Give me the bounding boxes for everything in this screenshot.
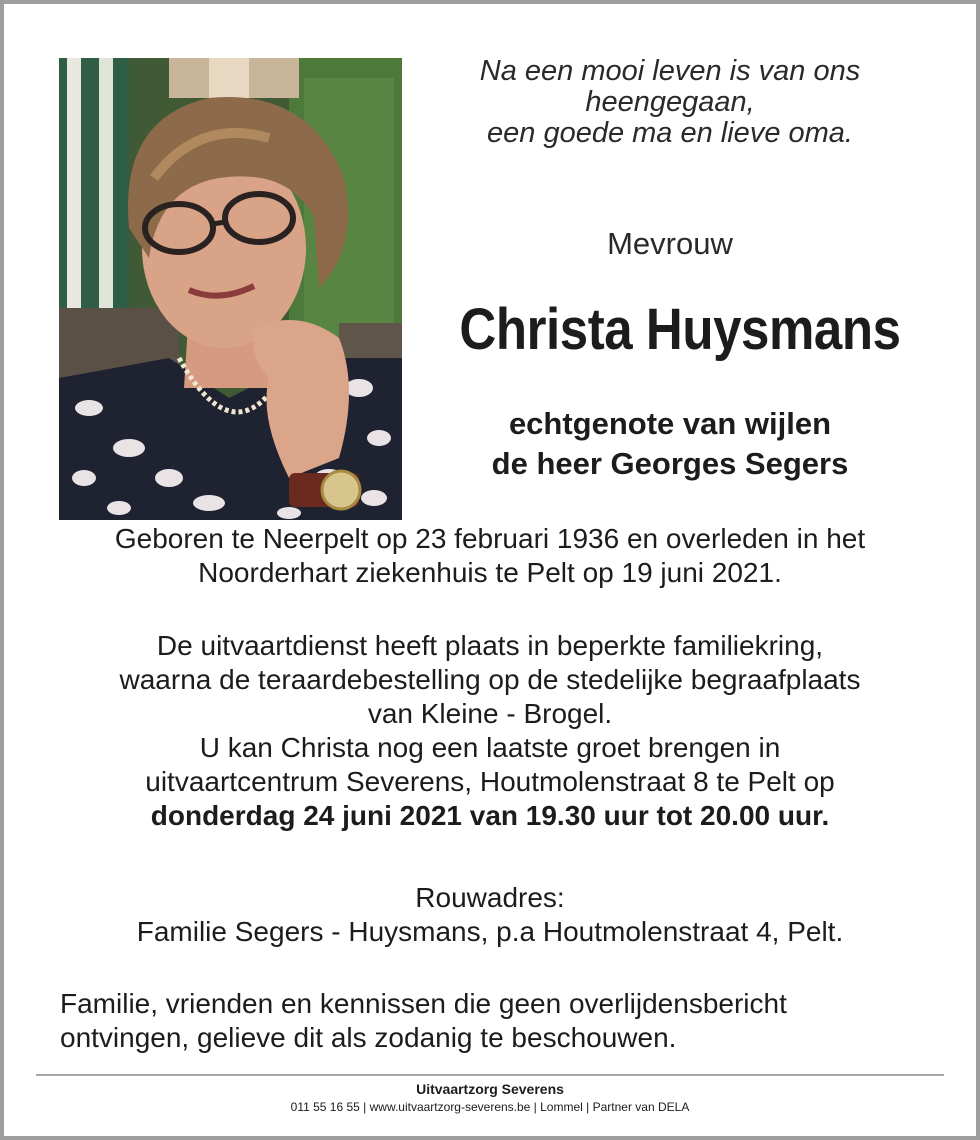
text-line: van Kleine - Brogel. bbox=[367, 698, 613, 729]
footer-divider bbox=[36, 1074, 944, 1076]
spouse-line: echtgenote van wijlen bbox=[508, 406, 832, 441]
text-line: ontvingen, gelieve dit als zodanig te beschouwen. bbox=[60, 1022, 677, 1053]
intro-verse bbox=[440, 56, 900, 149]
intro-line: Na een mooi leven is van ons bbox=[479, 55, 861, 87]
footer-details: 011 55 16 55 | www.uitvaartzorg-severens.be | Lommel | Partner van DELA bbox=[290, 1100, 690, 1114]
service-paragraph bbox=[40, 629, 940, 833]
mourning-address bbox=[40, 881, 940, 949]
text-line: De uitvaartdienst heeft plaats in beperkte familiekring, bbox=[156, 630, 824, 661]
intro-line: heengegaan, bbox=[585, 86, 755, 118]
footer-company: Uitvaartzorg Severens bbox=[416, 1081, 564, 1097]
visit-time: donderdag 24 juni 2021 van 19.30 uur tot 20.00 uur. bbox=[150, 800, 830, 831]
notice-paragraph bbox=[60, 987, 920, 1055]
address-text: Familie Segers - Huysmans, p.a Houtmolenstraat 4, Pelt. bbox=[136, 916, 844, 947]
birth-death-paragraph bbox=[40, 522, 940, 590]
text-line: Geboren te Neerpelt op 23 februari 1936 en overleden in het bbox=[114, 523, 866, 554]
text-line: U kan Christa nog een laatste groet brengen in bbox=[199, 732, 781, 763]
text-line: Noorderhart ziekenhuis te Pelt op 19 juni 2021. bbox=[198, 557, 782, 588]
honorific: Mevrouw bbox=[607, 226, 733, 261]
intro-line: een goede ma en lieve oma. bbox=[487, 117, 853, 149]
text-line: waarna de teraardebestelling op de stedelijke begraafplaats bbox=[119, 664, 861, 695]
text-line: uitvaartcentrum Severens, Houtmolenstraat 8 te Pelt op bbox=[145, 766, 835, 797]
spouse-info bbox=[420, 404, 920, 484]
spouse-line: de heer Georges Segers bbox=[491, 446, 849, 481]
portrait-photo bbox=[59, 58, 402, 520]
address-label: Rouwadres: bbox=[415, 882, 565, 913]
deceased-name: Christa Huysmans bbox=[459, 297, 901, 362]
text-line: Familie, vrienden en kennissen die geen overlijdensbericht bbox=[60, 988, 787, 1019]
